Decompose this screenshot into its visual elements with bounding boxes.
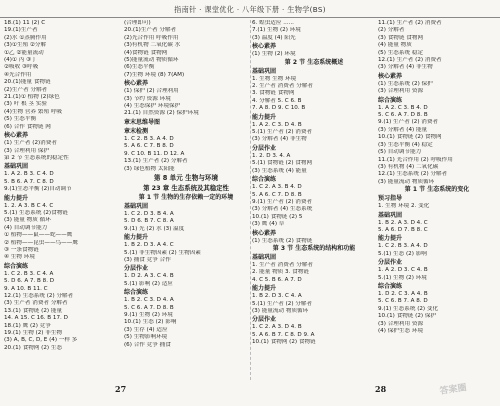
section-heading: 基础巩固 — [252, 67, 277, 75]
answer-line: (3) 能量流动 物质循环 — [378, 178, 435, 185]
answer-line: (2)生产者 分解者 — [4, 86, 48, 93]
answer-line: 1. A 2. D 3. C 4. B — [378, 267, 428, 274]
answer-line: 5. C 6. A 7. D 8. B — [124, 304, 174, 311]
answer-column-2 — [124, 20, 248, 380]
section-heading: 综合演练 — [4, 262, 29, 270]
answer-line: 12.(1) 生态系统 (2) 分解者 — [4, 293, 74, 299]
section-heading: 分层作业 — [252, 144, 277, 152]
answer-line: 9. A 10. B 11. C — [4, 285, 48, 292]
page-spread-divider — [250, 20, 251, 380]
answer-line: (合理即可) — [124, 20, 151, 26]
section-heading: 综合演练 — [124, 289, 149, 297]
answer-line: 18.(1) 11 (2) C — [4, 20, 46, 26]
section-heading: 能力提升 — [252, 113, 277, 121]
answer-line: 第 2 节 生态系统的稳定性 — [4, 154, 69, 161]
answer-line: 1. A 2. C 3. D 4. B — [252, 121, 302, 128]
answer-line: ① 植物——鼠——蛇——鹰 — [4, 232, 73, 239]
answer-line: (1) 生产者 (2)消费者 — [4, 140, 57, 147]
answer-line: 7. A 8. D 9. C 10. B — [252, 105, 306, 112]
answer-line: 5. C 6. A 7. D 8. B — [378, 112, 428, 119]
answer-line: (3) 分解者 (4) 非生物 — [252, 136, 307, 143]
page-number-left: 27 — [115, 384, 127, 394]
answer-line: (3) 能量流动 物质循环 — [252, 307, 309, 314]
answer-line: (4) 保护生态 环境 — [378, 328, 424, 334]
answer-line: (6) 合作 食物链 网 — [4, 123, 51, 130]
answer-line: 5. B 6. A 7. C 8. D — [4, 178, 54, 185]
answer-line: 10.(1) 食物链 (2) 5 — [252, 213, 303, 220]
answer-line: 5. D 6. A 7. B 8. D — [4, 278, 55, 285]
answer-line: (4)生物 营养 繁殖 呼吸 — [4, 108, 63, 115]
answer-line: 10.(1) 食物链 (2) 保护 — [378, 313, 437, 320]
section-heading: 能力提升 — [378, 235, 403, 243]
answer-line: 1. C 2. D 3. B 4. A — [124, 210, 174, 217]
section-heading: 预习指导 — [378, 195, 403, 203]
answer-line: (3) 分解者 (4) 能量 — [378, 126, 428, 133]
answer-line: (6) 合作 竞争 捕食 — [124, 341, 171, 348]
answer-line: (3) 分解者 (4) 非生物 — [378, 64, 433, 71]
answer-line: 10.(1) 食物链 (2) 食物网 — [378, 134, 442, 141]
answer-line: 7.(1) 生物 (2) 环境 — [252, 27, 301, 34]
answer-line: 1. 生物 环境 2. 变化 — [378, 203, 430, 210]
answer-line: 5. A 6. D 7. B 8. C — [378, 226, 428, 233]
answer-line: 1. D 2. A 3. C 4. B — [124, 273, 174, 280]
section-heading: 分层作业 — [378, 259, 403, 267]
section-heading: 分层作业 — [252, 316, 277, 324]
answer-line: 12.(1) 生产者 (2) 消费者 — [378, 57, 442, 64]
section-heading: 核心素养 — [252, 43, 277, 51]
answer-line: (4)① 丙 ③丁 — [4, 57, 37, 64]
answer-line: 9.(1) 生产者 (2) 消费者 — [252, 198, 313, 205]
answer-line: 9.(1) 生产者 (2) 消费者 — [378, 119, 439, 126]
answer-column-3 — [252, 20, 376, 380]
answer-line: (3) 捕食 竞争 合作 — [124, 256, 171, 263]
answer-line: 9.(1) 生态系统 (2) 变化 — [378, 305, 439, 312]
answer-line: 1. C 2. B 3. A 4. D — [124, 135, 174, 142]
section-heading: 基础巩固 — [4, 163, 29, 171]
answer-line: (3) 生态平衡 (4) 稳定 — [378, 141, 433, 148]
answer-line: 1. B 2. D 3. C 4. A — [252, 293, 302, 300]
answer-line: ④光合作用 — [4, 71, 32, 78]
answer-line: (3) 食物链 食物网 — [378, 34, 424, 41]
answer-line: (3) 节约 资源 环境 — [124, 95, 171, 102]
answer-line: 19.(1)生产者 — [4, 27, 38, 34]
chapter-heading: 第 23 章 生态系统及其稳定性 — [143, 183, 229, 192]
answer-line: (1) 生态系统 (2) 食物链 — [252, 237, 313, 244]
answer-line: (5) 生态平衡 — [4, 116, 37, 123]
answer-line: (3)有机物 二氧化碳 水 — [124, 42, 181, 49]
answer-line: (3) 合理利用 保护 — [4, 147, 50, 154]
answer-column-4 — [378, 20, 496, 380]
answer-line: 14. A 15. C 16. B 17. D — [4, 315, 68, 322]
answer-line: (7)生物 环境 (8) 7(AM) — [124, 71, 185, 78]
section-heading: 基础巩固 — [124, 202, 149, 210]
answer-line: 5.(1) 影响 (2) 适应 — [124, 280, 173, 287]
section-heading: 章末思维导图 — [124, 118, 161, 126]
section-heading: 分层作业 — [124, 265, 149, 273]
answer-line: 3. 食物链 食物网 — [252, 90, 295, 97]
answer-line: 19.(1) 生物 (2) 非生物 — [4, 330, 63, 337]
answer-line: (3) 能量 物质 循环 — [4, 217, 51, 224]
section-heading: 基础巩固 — [252, 253, 277, 261]
answer-line: (3)①生殖 ②分解 — [4, 42, 47, 49]
answer-line: 20.(1) 食物网 (2) 生态 — [4, 344, 63, 351]
answer-line: 4. C 5. B 6. A 7. D — [252, 276, 302, 283]
answer-line: 9. C 10. B 11. D 12. A — [124, 150, 185, 157]
answer-line: 2. 生产者 消费者 分解者 — [252, 83, 314, 90]
section-heading: 能力提升 — [124, 234, 149, 242]
answer-line: 9.(1) 光 (2) 水 (3) 温度 — [124, 225, 185, 232]
unit-heading: 第 8 单元 生物与环境 — [153, 173, 219, 182]
answer-line: (6)生态平衡 — [124, 64, 155, 71]
answer-line: (2) 分解者 — [378, 27, 405, 34]
answer-line: 21.(1)① 植物 (2)绿色 — [4, 94, 60, 101]
answer-line: (5) 自动调节能力 — [378, 149, 422, 156]
answer-line: 5.(1) 生物 (2) 环境 — [378, 274, 427, 281]
answer-line: 1. 生物 生物 环境 — [252, 75, 297, 82]
answer-line: (1) 保护 (2) 合理利用 — [124, 88, 179, 95]
lesson-heading: 第 2 节 生态系统概述 — [284, 58, 344, 66]
answer-line: 1. D 2. C 3. A 4. B — [378, 290, 428, 297]
answer-line: 1. C 2. B 3. A 4. D — [378, 243, 428, 250]
answer-line: 1. B 2. C 3. D 4. A — [124, 297, 174, 304]
answer-line: 5. A 6. C 7. D 8. B — [252, 191, 302, 198]
answer-line: 21.(1) 自然资源 (2) 保护环境 — [124, 110, 199, 117]
answer-line: (3) 鹰 (4) 草 — [252, 221, 285, 228]
answer-line: 13.(1) 食物链 (2) 能量 — [4, 307, 63, 314]
answer-line: 5.(1) 生态 (2) 影响 — [378, 250, 427, 257]
section-heading: 综合演练 — [378, 282, 403, 290]
answer-line: (2)水 ①蒸腾作用 — [4, 34, 47, 41]
answer-line: 5. A 6. C 7. B 8. D — [124, 143, 174, 150]
answer-line: 5. A 6. B 7. C 8. D 9. A — [252, 331, 315, 338]
answer-line: (1) 生态系统 (2) 保护 — [378, 80, 433, 87]
section-heading: 综合演练 — [252, 176, 277, 184]
answer-line: 1. C 2. A 3. D 4. B — [252, 324, 302, 331]
answer-line: 5.(1) 生产者 (2) 分解者 — [252, 300, 313, 307]
answer-line: 20.(1)能量 食物链 — [4, 79, 51, 86]
answer-line: 1. C 2. A 3. B 4. D — [252, 184, 302, 191]
answer-line: (3) 有机物 (4) 二氧化碳 — [378, 163, 439, 170]
answer-line: 5.(1) 生产者 (2) 消费者 — [252, 129, 313, 136]
answer-line: 2. 能量 物质 3. 食物链 — [252, 269, 309, 276]
answer-line: (3) 生产者 消费者 分解者 — [4, 300, 68, 307]
answer-line: ②吸收 ③呼吸 — [4, 64, 39, 71]
answer-line: 1. C 2. B 3. C 4. A — [4, 270, 54, 277]
section-heading: 基础巩固 — [378, 211, 403, 219]
answer-line: 5. D 6. B 7. C 8. A — [124, 218, 174, 225]
answer-line: (3) 温度 (4) 阳光 — [252, 34, 296, 41]
answer-line: (4) 自动调节能力 — [4, 224, 48, 231]
answer-line: ③ 一条食物链 — [4, 246, 39, 253]
answer-line: (5) 生态系统 稳定 — [378, 49, 424, 56]
section-heading: 核心素养 — [124, 80, 149, 88]
answer-line: 1. 2. A 3. B C 4. C — [4, 202, 54, 209]
section-heading: 能力提升 — [252, 285, 277, 293]
answer-line: 1. B 2. A 3. D 4. C — [378, 219, 428, 226]
section-heading: 核心素养 — [378, 72, 403, 80]
section-heading: 核心素养 — [4, 132, 29, 140]
answer-line: 5.(1) 非生物因素 (2) 生物因素 — [124, 249, 201, 256]
answer-line: (3) 合理利用 资源 — [378, 320, 424, 327]
answer-line: (3) A, B, C, D, E (4) 一样 多 — [4, 337, 78, 344]
answer-line: 1. A 2. C 3. B 4. D — [378, 104, 428, 111]
answer-line: 11.(1) 生产者 (2) 消费者 — [378, 20, 442, 26]
section-heading: 章末检测 — [124, 127, 149, 135]
answer-line: (5)能量流动 物质循环 — [124, 57, 179, 64]
answer-line: (4) 生态保护 环境保护 — [124, 103, 181, 110]
answer-line: 11.(1) 光合作用 (2) 呼吸作用 — [378, 156, 453, 163]
lesson-heading: 第 3 节 生态系统的结构和功能 — [272, 244, 356, 252]
answer-line: 13.(1) 生产者 (2) 分解者 — [124, 158, 188, 165]
watermark-logo: 答案圈 — [439, 383, 468, 397]
answer-line: 10.(1) 食物网 (2) 食物链 — [252, 339, 316, 346]
answer-line: 5.(1) 食物链 (2) 食物网 — [252, 160, 313, 167]
answer-line: 9.(1) 生物 (2) 环境 — [124, 311, 173, 318]
answer-line: 20.(1)生产者 分解者 — [124, 27, 177, 34]
answer-line: 6. 蝗虫适应 ...... — [252, 20, 294, 26]
answer-line: 5.(1) 生态系统 (2)食物链 — [4, 209, 68, 216]
answer-line: 5. C 6. B 7. A 8. D — [378, 298, 428, 305]
section-heading: 综合演练 — [378, 96, 403, 104]
answer-line: (3) 绿色植物 太阳能 — [124, 165, 175, 172]
answer-line: 10.(1) 生态 (2) 影响 — [124, 319, 177, 326]
answer-line: 1. 2. D 3. 4. A — [252, 152, 291, 159]
answer-line: ② 植物——昆虫——鸟——鹰 — [4, 239, 78, 246]
lesson-heading: 第 1 节 生态系统的变化 — [404, 186, 470, 194]
section-heading: 能力提升 — [4, 194, 29, 202]
answer-line: (4)食物链 食物网 — [124, 49, 168, 56]
section-heading: 核心素养 — [252, 229, 277, 237]
answer-line: ④ 生物 环境 — [4, 254, 35, 261]
answer-line: (4) 能量 物质 — [378, 42, 412, 49]
answer-line: 12.(1) 生态系统 (2) 分解者 — [378, 171, 448, 178]
answer-line: (3) 叶 根 茎 实验 — [4, 101, 48, 108]
answer-line: (3) 生态系统 (4) 能量 — [252, 167, 307, 174]
lesson-heading: 第 1 节 生物的生存依赖一定的环境 — [138, 193, 234, 201]
answer-column-1 — [4, 20, 122, 380]
answer-line: (2)光合作用 呼吸作用 — [124, 34, 179, 41]
page-number-right: 28 — [375, 384, 387, 394]
page-header: 指南针 · 课堂优化 · 八年级下册 · 生物学(BS) — [0, 3, 500, 18]
answer-line: (3) 生存 (4) 适应 — [124, 326, 168, 333]
answer-line: (1) 生物 (2) 环境 — [252, 51, 296, 58]
answer-line: 1. B 2. D 3. A 4. C — [124, 242, 174, 249]
answer-line: 9.(1)生态平衡 (2)自动调节 — [4, 186, 72, 193]
answer-line: 18.(1) 鹰 (2) 竞争 — [4, 322, 51, 329]
answer-line: (3) 分解者 (4) 生态系统 — [252, 206, 313, 213]
answer-line: 1. A 2. B 3. C 4. D — [4, 171, 54, 178]
answer-line: ①乙 ②能量流动 — [4, 49, 44, 56]
answer-line: (3) 合理利用 资源 — [378, 88, 424, 95]
answer-line: (5) 生物影响环境 — [124, 334, 168, 341]
answer-line: 4. 分解者 5. C 6. B — [252, 97, 302, 104]
answer-line: 1. 生产者 消费者 分解者 — [252, 261, 314, 268]
